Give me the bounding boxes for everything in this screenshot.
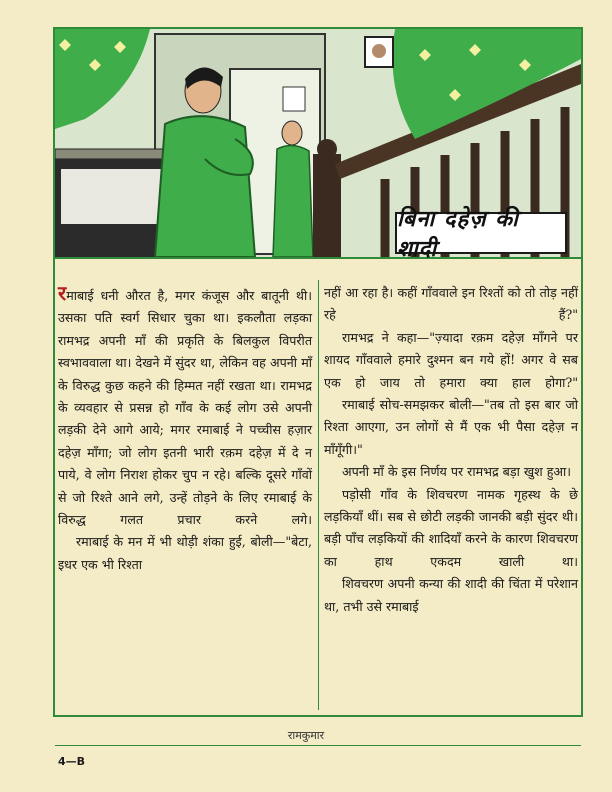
paragraph: अपनी माँ के इस निर्णय पर रामभद्र बड़ा खुश हुआ। <box>342 464 572 480</box>
paragraph: पड़ोसी गाँव के शिवचरण नामक गृहस्थ के छे लड़कियाँ थीं। सब से छोटी लड़की जानकी बड़ी सुंदर थी। बड़ी पाँच लड़कियों की शादियाँ करने के कारण शिवचरण का हाथ एकदम खाली था। <box>324 486 578 569</box>
footer-rule <box>55 745 581 746</box>
paragraph: रमाबाई के मन में भी थोड़ी शंका हुई, बोली—"बेटा, इधर एक भी रिश्ता <box>58 534 312 572</box>
paragraph: रामभद्र ने कहा—"ज़्यादा रक़म दहेज़ माँगने पर शायद गाँववाले हमारे दुश्मन बन गये हों! अगर वे सब एक हो जाय तो हमारा क्या हाल होगा?" <box>324 329 578 390</box>
paragraph: शिवचरण अपनी कन्या की शादी की चिंता में परेशान था, तभी उसे रमाबाई <box>324 576 578 614</box>
paragraph: रमाबाई सोच-समझकर बोली—"तब तो इस बार जो रिश्ता आएगा, उन लोगों से मैं एक भी पैसा दहेज़ न माँगूँगी।" <box>324 397 578 457</box>
author-name: रामकुमार <box>287 729 325 742</box>
right-column <box>324 282 578 618</box>
story-title: बिना दहेज़ की शादी <box>395 212 567 254</box>
paragraph-text: माबाई धनी औरत है, मगर कंजूस और बातूनी थी। उसका पति स्वर्ग सिधार चुका था। इकलौता लड़का रामभद्र अपनी माँ की प्रकृति के बिलकुल विपरीत स्वभाववाला था। देखने में सुंदर था, लेकिन वह अपनी माँ के विरुद्ध कुछ कहने की हिम्मत नहीं रखता था। रामभद्र के व्यवहार से प्रसन्न हो गाँव के कई लोग उसे अपनी लड़की देने आगे आये; मगर रमाबाई ने पच्चीस हज़ार दहेज़ माँगा; जो लोग इतनी भारी रक़म दहेज़ में दे न पाये, वे लोग निराश होकर चुप न रहे। बल्कि दूसरे गाँवों से जो रिश्ते आने लगे, उन्हें तोड़ने के लिए रमाबाई के विरुद्ध गलत प्रचार करने लगे। <box>58 288 312 528</box>
dropcap-letter: र <box>58 281 67 305</box>
paragraph: नहीं आ रहा है। कहीं गाँववाले इन रिश्तों को तो तोड़ नहीं रहे हैं?" <box>324 285 578 323</box>
paragraph <box>58 282 312 531</box>
column-divider <box>318 280 319 710</box>
left-column <box>58 282 312 576</box>
page-number: 4—B <box>58 755 86 768</box>
